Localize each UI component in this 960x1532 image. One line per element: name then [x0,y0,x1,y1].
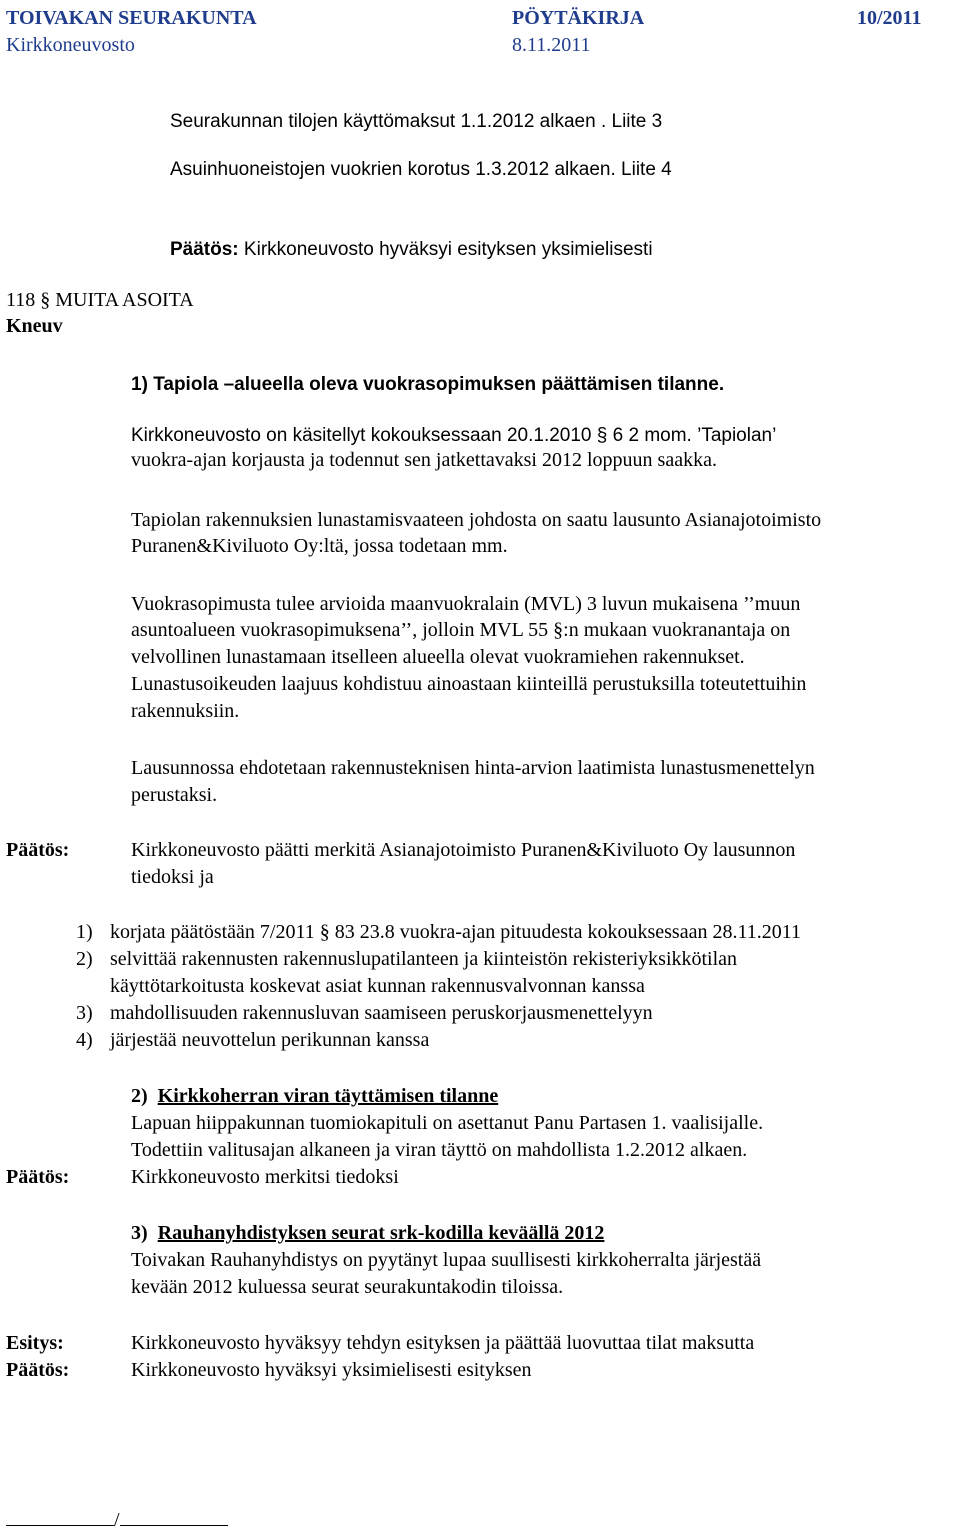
item3-heading-text: Rauhanyhdistyksen seurat srk-kodilla keväällä 2012 [157,1222,605,1244]
item1-heading [131,373,724,397]
header-date: 8.11.2011 [512,34,591,56]
list-item-num: 1) [76,921,93,943]
header-doc-type: PÖYTÄKIRJA [512,7,645,29]
header-org: TOIVAKAN SEURAKUNTA [6,7,257,29]
item1-p3-line: Vuokrasopimusta tulee arvioida maanvuokralain (MVL) 3 luvun mukaisena ’’muun [131,593,801,615]
item1-p3-line: rakennuksiin. [131,700,240,722]
item2-line: Todettiin valitusajan alkaneen ja viran täyttö on mahdollista 1.2.2012 alkaen. [131,1139,748,1161]
section-title: MUITA ASOITA [55,289,194,311]
item2-decision: Kirkkoneuvosto merkitsi tiedoksi [131,1166,399,1188]
item2-line: Lapuan hiippakunnan tuomiokapituli on asettanut Panu Partasen 1. vaalisijalle. [131,1112,764,1134]
item1-p4-line: perustaksi. [131,784,218,806]
list-item-continuation: käyttötarkoitusta koskevat asiat kunnan rakennusvalvonnan kanssa [110,975,645,997]
list-item [76,1028,429,1052]
list-item-num: 3) [76,1002,93,1024]
list-item [76,920,801,944]
item3-decision-label: Päätös: [6,1359,70,1381]
item1-p3-line: Lunastusoikeuden laajuus kohdistuu ainoastaan kiinteillä perustuksilla toteutettuihin [131,673,807,695]
item1-p3-line: velvollinen lunastamaan itselleen alueella olevat vuokramiehen rakennukset. [131,646,745,668]
item3-line: kevään 2012 kuluessa seurat seurakuntakodin tiloissa. [131,1276,564,1298]
list-item-num: 2) [76,948,93,970]
signature-blank-right [120,1511,228,1526]
item1-p2-line: Tapiolan rakennuksien lunastamisvaateen johdosta on saatu lausunto Asianajotoimisto [131,509,822,531]
item1-p1-line: Kirkkoneuvosto on käsitellyt kokouksessaan 20.1.2010 § 6 2 mom. ’Tapiolan’ [131,425,777,446]
header-doc-number: 10/2011 [857,7,922,29]
item1-decision-line: Kirkkoneuvosto päätti merkitä Asianajotoimisto Puranen&Kiviluoto Oy lausunnon [131,839,796,861]
list-item-text: järjestää neuvottelun perikunnan kanssa [110,1029,430,1051]
item1-decision-line: tiedoksi ja [131,866,214,888]
item3-heading [131,1221,604,1245]
header-body: Kirkkoneuvosto [6,34,135,56]
item2-heading [131,1084,498,1108]
signature-blank-left [6,1511,114,1526]
item1-heading-text: Tapiola –alueella oleva vuokrasopimuksen päättämisen tilanne. [153,374,725,395]
signature-line [6,1508,228,1532]
appendix-4: Asuinhuoneistojen vuokrien korotus 1.3.2012 alkaen. Liite 4 [170,159,672,180]
item3-proposal: Kirkkoneuvosto hyväksyy tehdyn esityksen ja päättää luovuttaa tilat maksutta [131,1332,755,1354]
list-item-text: korjata päätöstään 7/2011 § 83 23.8 vuokra-ajan pituudesta kokouksessaan 28.11.2011 [110,921,801,943]
section-number: 118 § [6,289,51,311]
list-item-text: mahdollisuuden rakennusluvan saamiseen peruskorjausmenettelyyn [110,1002,653,1024]
item3-decision: Kirkkoneuvosto hyväksyi yksimielisesti esityksen [131,1359,532,1381]
item3-num: 3) [131,1222,148,1244]
item3-proposal-label: Esitys: [6,1332,64,1354]
item2-num: 2) [131,1085,148,1107]
item1-p3-line: asuntoalueen vuokrasopimuksena’’, jolloin MVL 55 §:n mukaan vuokranantaja on [131,619,791,641]
item1-p2-line: Puranen&Kiviluoto Oy:ltä, jossa todetaan mm. [131,535,508,557]
signature-separator: / [114,1509,120,1531]
list-item-num: 4) [76,1029,93,1051]
list-item-text: selvittää rakennusten rakennuslupatilanteen ja kiinteistön rekisteriyksikkötilan [110,948,738,970]
appendix-3: Seurakunnan tilojen käyttömaksut 1.1.2012 alkaen . Liite 3 [170,111,663,132]
item1-p1-line: vuokra-ajan korjausta ja todennut sen jatkettavaksi 2012 loppuun saakka. [131,449,717,471]
item3-line: Toivakan Rauhanyhdistys on pyytänyt lupaa suullisesti kirkkoherralta järjestää [131,1249,762,1271]
item1-heading-num: 1) [131,374,148,395]
item1-p4-line: Lausunnossa ehdotetaan rakennusteknisen hinta-arvion laatimista lunastusmenettelyn [131,757,815,779]
item2-decision-label: Päätös: [6,1166,70,1188]
list-item [76,1001,653,1025]
item2-heading-text: Kirkkoherran viran täyttämisen tilanne [157,1085,499,1107]
decision-1 [170,238,653,262]
item1-decision-label: Päätös: [6,839,70,861]
section-heading [6,288,194,312]
decision-label: Päätös: [170,239,239,260]
list-item [76,947,737,971]
section-prep: Kneuv [6,315,63,337]
decision-text: Kirkkoneuvosto hyväksyi esityksen yksimielisesti [243,239,653,260]
